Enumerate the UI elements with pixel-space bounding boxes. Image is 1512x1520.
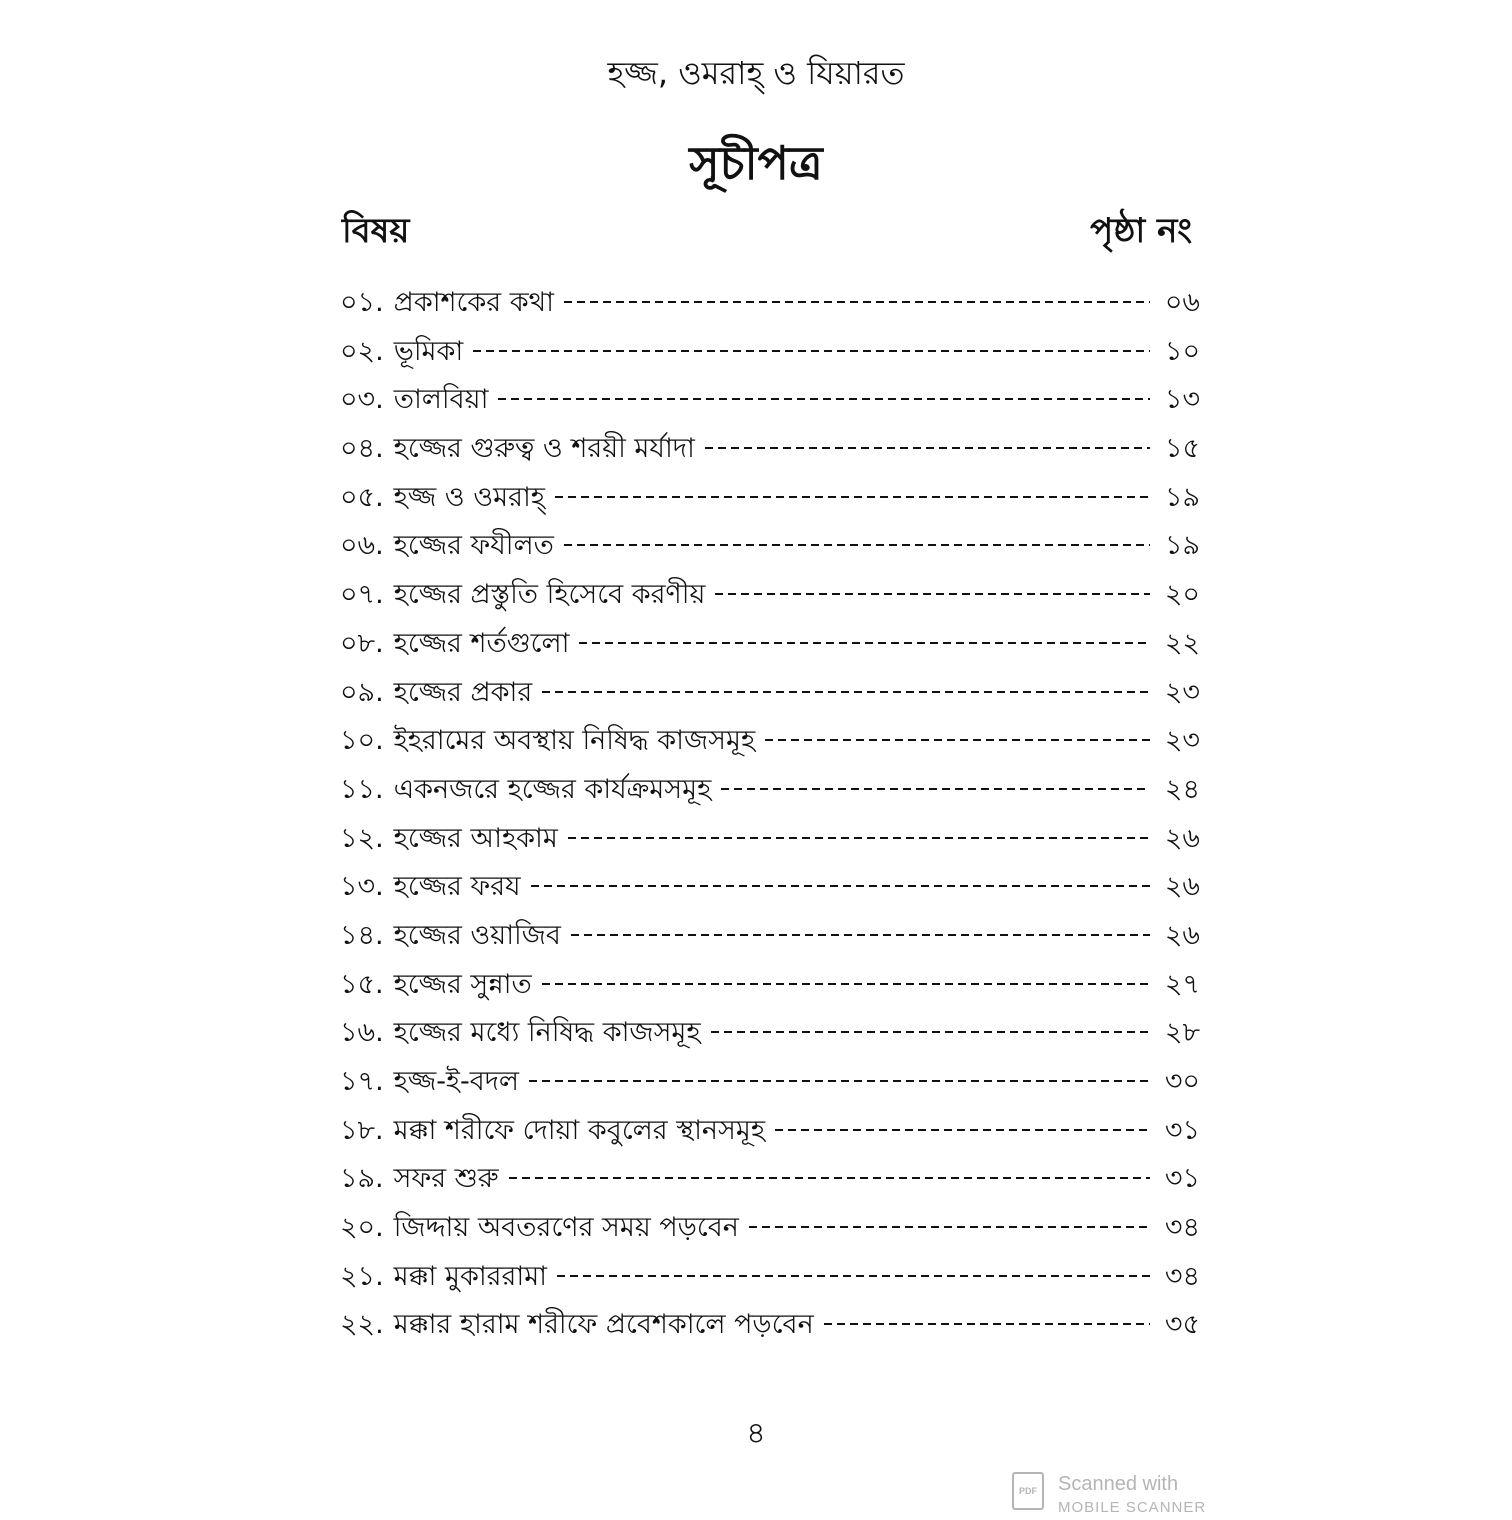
toc-entry-title: তালবিয়া <box>393 384 489 416</box>
toc-entry-page: ৩০ <box>1164 1066 1200 1097</box>
toc-entry-number: ০৭. <box>340 579 384 611</box>
dotted-leader <box>473 350 1150 352</box>
dotted-leader <box>579 642 1150 644</box>
toc-entry-title: একনজরে হজ্জের কার্যক্রমসমূহ <box>393 773 712 805</box>
toc-entry-page: ২৬ <box>1164 919 1200 951</box>
dotted-leader <box>824 1323 1150 1325</box>
dotted-leader <box>542 691 1150 693</box>
dotted-leader <box>765 739 1150 741</box>
toc-entry-title: হজ্জের ওয়াজিব <box>393 919 561 951</box>
toc-entry-title: হজ্জের মধ্যে নিষিদ্ধ কাজসমূহ <box>393 1017 701 1049</box>
toc-entry-number: ১৫. <box>340 968 384 1000</box>
toc-entry-page: ২৩ <box>1164 725 1200 757</box>
watermark-line-1: Scanned with <box>1058 1473 1179 1495</box>
toc-entry-page: ২৩ <box>1164 676 1200 708</box>
toc-entry-title: হজ্জের প্রকার <box>393 676 533 708</box>
toc-entry-page: ২৮ <box>1164 1017 1200 1049</box>
toc-entry-number: ১৬. <box>340 1017 384 1049</box>
dotted-leader <box>705 447 1150 449</box>
toc-entry-title: হজ্জের শর্তগুলো <box>393 627 570 659</box>
scanner-watermark <box>1012 1472 1206 1520</box>
toc-list <box>340 282 1200 1353</box>
toc-entry-page: ৩১ <box>1164 1114 1200 1146</box>
toc-entry-title: মক্কা মুকাররামা <box>393 1260 548 1292</box>
toc-entry-page: ১৯ <box>1164 481 1200 513</box>
toc-entry-title: প্রকাশকের কথা <box>393 287 554 318</box>
toc-entry-page: ৩৪ <box>1164 1260 1200 1292</box>
toc-entry-number: ১২. <box>340 822 384 854</box>
toc-entry <box>340 428 1200 477</box>
toc-entry <box>340 525 1200 574</box>
toc-entry-page: ২৭ <box>1164 968 1200 1000</box>
dotted-leader <box>529 1080 1150 1082</box>
page-number: ৪ <box>746 1416 766 1451</box>
toc-entry <box>340 574 1200 623</box>
toc-entry <box>340 282 1200 331</box>
toc-entry-page: ১৯ <box>1164 530 1200 562</box>
toc-entry-number: ০২. <box>340 335 384 367</box>
toc-entry-page: ১৩ <box>1164 384 1200 416</box>
toc-entry-title: হজ্জ ও ওমরাহ্ <box>393 481 545 513</box>
dotted-leader <box>531 885 1150 887</box>
dotted-leader <box>568 837 1150 839</box>
toc-entry <box>340 672 1200 721</box>
toc-entry-title: হজ্জের আহকাম <box>393 822 558 854</box>
column-header-page-number: পৃষ্ঠা নং <box>1090 211 1192 251</box>
toc-entry <box>340 1207 1200 1256</box>
toc-entry-title: হজ্জের গুরুত্ব ও শরয়ী মর্যাদা <box>393 433 695 465</box>
dotted-leader <box>498 398 1150 400</box>
dotted-leader <box>721 788 1150 790</box>
toc-entry-number: ০৮. <box>340 627 384 659</box>
toc-entry-title: সফর শুরু <box>393 1163 499 1195</box>
dotted-leader <box>711 1031 1150 1033</box>
toc-entry <box>340 720 1200 769</box>
toc-entry-page: ২৬ <box>1164 822 1200 854</box>
toc-entry-number: ০১. <box>340 287 384 318</box>
toc-entry-title: হজ্জ-ই-বদল <box>393 1066 520 1097</box>
toc-entry <box>340 769 1200 818</box>
toc-entry <box>340 964 1200 1013</box>
toc-entry-page: ১০ <box>1164 335 1200 367</box>
column-header-subject: বিষয় <box>342 211 410 251</box>
watermark-line-2: MOBILE SCANNER <box>1058 1499 1207 1516</box>
dotted-leader <box>564 301 1150 303</box>
dotted-leader <box>555 496 1150 498</box>
toc-entry-number: ১৪. <box>340 919 384 951</box>
dotted-leader <box>509 1177 1150 1179</box>
toc-entry-number: ১৭. <box>340 1066 384 1097</box>
toc-entry-page: ৩১ <box>1164 1163 1200 1195</box>
toc-entry <box>340 1110 1200 1159</box>
toc-entry-number: ০৬. <box>340 530 384 562</box>
toc-title: সূচীপত্র <box>689 136 823 190</box>
toc-entry-page: ৩৫ <box>1164 1309 1200 1341</box>
dotted-leader <box>542 983 1150 985</box>
toc-entry <box>340 1061 1200 1110</box>
toc-entry-page: ২৪ <box>1164 773 1200 805</box>
toc-entry-page: ২৬ <box>1164 871 1200 903</box>
toc-entry-number: ২২. <box>340 1309 384 1341</box>
toc-entry-number: ১৮. <box>340 1114 384 1146</box>
toc-entry-page: ৩৪ <box>1164 1212 1200 1244</box>
toc-entry <box>340 1158 1200 1207</box>
toc-entry-number: ০৯. <box>340 676 384 708</box>
dotted-leader <box>715 593 1150 595</box>
toc-entry-title: হজ্জের প্রস্তুতি হিসেবে করণীয় <box>393 579 706 611</box>
toc-entry <box>340 623 1200 672</box>
running-head: হজ্জ, ওমরাহ্ ও যিয়ারত <box>607 54 905 92</box>
toc-entry <box>340 1012 1200 1061</box>
toc-entry <box>340 915 1200 964</box>
pdf-icon: PDF <box>1012 1472 1044 1510</box>
toc-entry-page: ২২ <box>1164 627 1200 659</box>
toc-entry-title: হজ্জের সুন্নাত <box>393 968 532 1000</box>
toc-entry-number: ০৪. <box>340 433 384 465</box>
dotted-leader <box>749 1226 1150 1228</box>
dotted-leader <box>775 1129 1150 1131</box>
dotted-leader <box>571 934 1150 936</box>
toc-entry-number: ১৩. <box>340 871 384 903</box>
toc-entry <box>340 331 1200 380</box>
toc-entry-number: ২০. <box>340 1212 384 1244</box>
toc-entry-number: ১০. <box>340 725 384 757</box>
toc-entry <box>340 1256 1200 1305</box>
toc-entry <box>340 818 1200 867</box>
toc-entry <box>340 477 1200 526</box>
toc-entry-title: হজ্জের ফরয <box>393 871 521 903</box>
toc-entry-number: ১৯. <box>340 1163 384 1195</box>
dotted-leader <box>557 1275 1150 1277</box>
toc-entry-number: ১১. <box>340 773 384 805</box>
toc-entry-title: ভূমিকা <box>393 335 464 367</box>
toc-entry <box>340 866 1200 915</box>
toc-entry-page: ২০ <box>1164 579 1200 611</box>
toc-entry-title: হজ্জের ফযীলত <box>393 530 554 562</box>
toc-entry <box>340 379 1200 428</box>
toc-entry-title: ইহরামের অবস্থায় নিষিদ্ধ কাজসমূহ <box>393 725 756 757</box>
toc-entry-number: ০৫. <box>340 481 384 513</box>
toc-entry-title: মক্কার হারাম শরীফে প্রবেশকালে পড়বেন <box>393 1309 814 1341</box>
toc-entry-title: মক্কা শরীফে দোয়া কবুলের স্থানসমূহ <box>393 1114 766 1146</box>
toc-entry-title: জিদ্দায় অবতরণের সময় পড়বেন <box>393 1212 739 1244</box>
toc-entry-page: ১৫ <box>1164 433 1200 465</box>
toc-entry-number: ২১. <box>340 1260 384 1292</box>
toc-entry-number: ০৩. <box>340 384 384 416</box>
dotted-leader <box>564 544 1150 546</box>
toc-entry-page: ০৬ <box>1164 287 1200 318</box>
toc-entry <box>340 1304 1200 1353</box>
